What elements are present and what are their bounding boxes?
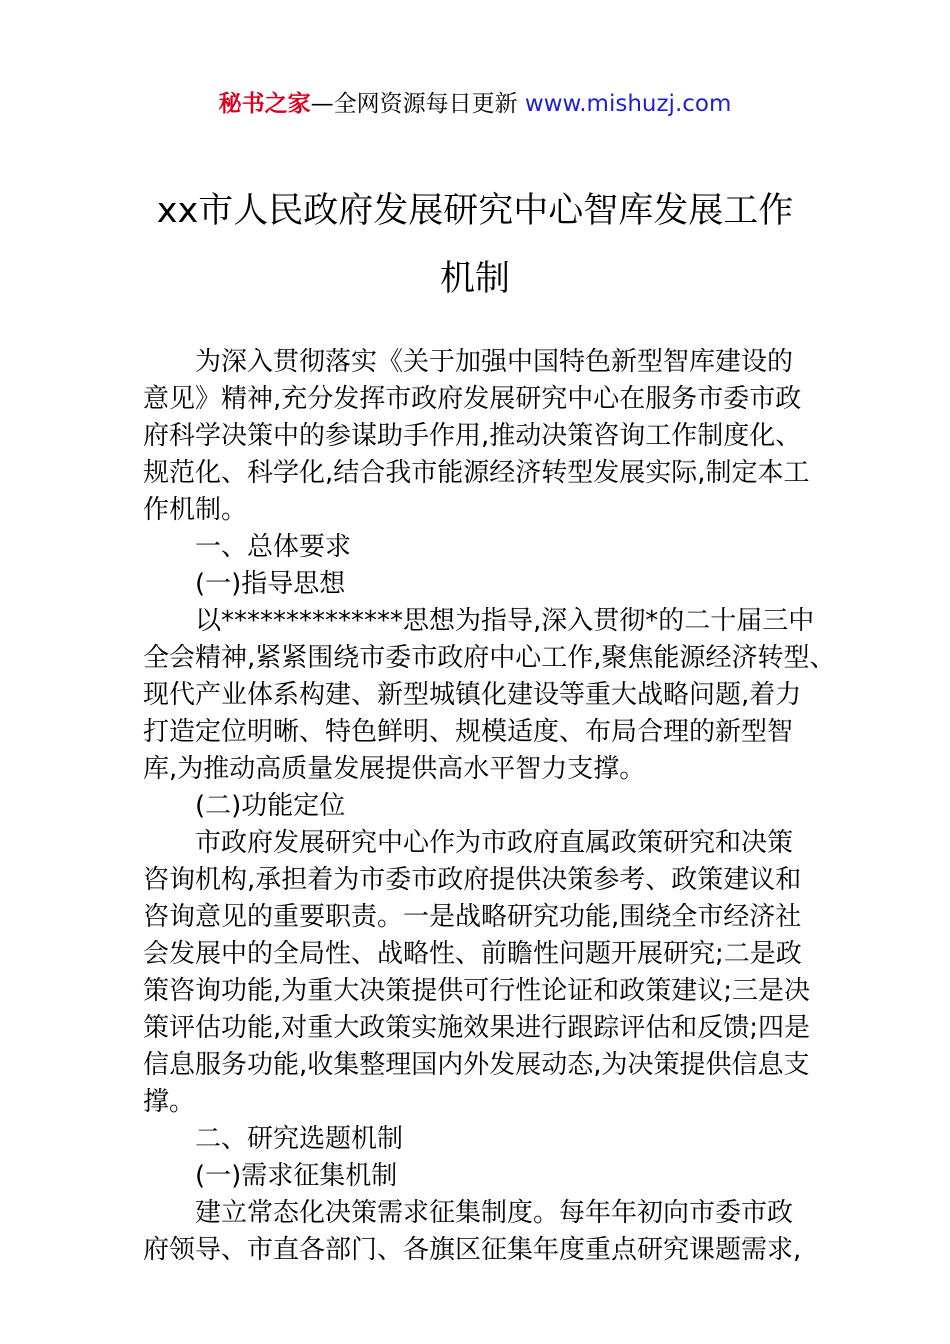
paragraph-line: 打造定位明晰、特色鲜明、规模适度、布局合理的新型智 (143, 717, 794, 747)
paragraph-line: 咨询机构,承担着为市委市政府提供决策参考、政策建议和 (143, 865, 802, 895)
subsection-heading: (一)需求征集机制 (195, 1161, 398, 1191)
paragraph-line: 意见》精神,充分发挥市政府发展研究中心在服务市委市政 (143, 384, 802, 414)
site-brand: 秘书之家 (218, 91, 311, 117)
paragraph-line: 策评估功能,对重大政策实施效果进行跟踪评估和反馈;四是 (143, 1013, 811, 1043)
paragraph-line: 撑。 (143, 1087, 196, 1117)
section-heading: 一、总体要求 (195, 532, 352, 562)
paragraph-line: 为深入贯彻落实《关于加强中国特色新型智库建设的 (195, 347, 794, 377)
paragraph-line: 信息服务功能,收集整理国内外发展动态,为决策提供信息支 (143, 1050, 810, 1080)
subsection-heading: (二)功能定位 (195, 791, 346, 821)
section-heading: 二、研究选题机制 (195, 1124, 404, 1154)
paragraph-line: 会发展中的全局性、战略性、前瞻性问题开展研究;二是政 (143, 939, 802, 969)
document-title-line-2: 机制 (439, 259, 510, 299)
subsection-heading: (一)指导思想 (195, 569, 346, 599)
paragraph-line: 府科学决策中的参谋助手作用,推动决策咨询工作制度化、 (143, 421, 802, 451)
paragraph-line: 全会精神,紧紧围绕市委市政府中心工作,聚焦能源经济转型、 (143, 643, 836, 673)
paragraph-line: 以**************思想为指导,深入贯彻*的二十届三中 (195, 606, 815, 636)
paragraph-line: 作机制。 (143, 495, 248, 525)
paragraph-line: 规范化、科学化,结合我市能源经济转型发展实际,制定本工 (143, 458, 810, 488)
document-body (143, 344, 836, 1269)
paragraph-line: 策咨询功能,为重大决策提供可行性论证和政策建议;三是决 (143, 976, 811, 1006)
site-tagline: —全网资源每日更新 (310, 91, 518, 117)
document-title-line-1: xx市人民政府发展研究中心智库发展工作 (156, 191, 794, 231)
paragraph-line: 府领导、市直各部门、各旗区征集年度重点研究课题需求, (143, 1235, 802, 1265)
paragraph-line: 库,为推动高质量发展提供高水平智力支撑。 (143, 754, 646, 784)
paragraph-line: 建立常态化决策需求征集制度。每年年初向市委市政 (195, 1198, 794, 1228)
paragraph-line: 市政府发展研究中心作为市政府直属政策研究和决策 (195, 828, 794, 858)
paragraph-line: 咨询意见的重要职责。一是战略研究功能,围绕全市经济社 (143, 902, 802, 932)
site-header (0, 86, 950, 122)
site-url-link[interactable]: www.mishuzj.com (524, 91, 732, 117)
paragraph-line: 现代产业体系构建、新型城镇化建设等重大战略问题,着力 (143, 680, 802, 710)
